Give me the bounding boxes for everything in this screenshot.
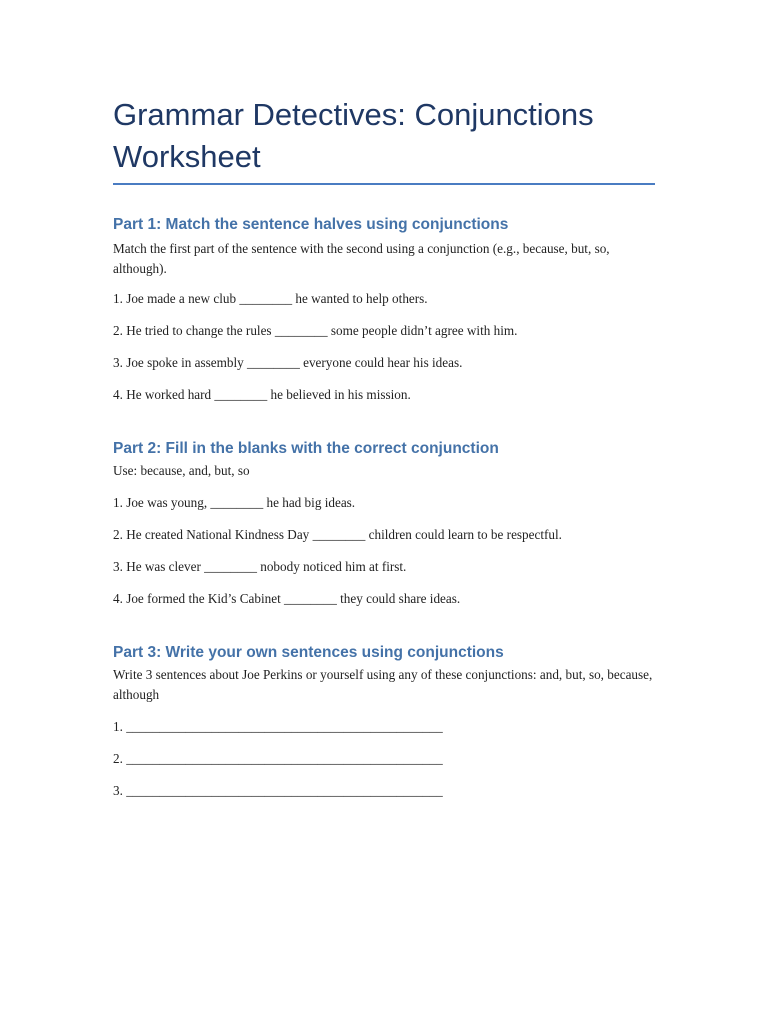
part1-item-4: 4. He worked hard ________ he believed in his mission. bbox=[113, 387, 411, 402]
part2-item-4: 4. Joe formed the Kid’s Cabinet ________ they could share ideas. bbox=[113, 591, 461, 606]
part1-item-3: 3. Joe spoke in assembly ________ everyone could hear his ideas. bbox=[113, 355, 463, 370]
part1-instructions: Match the first part of the sentence with the second using a conjunction (e.g., because, but, so, although). bbox=[113, 241, 610, 276]
part3-heading: Part 3: Write your own sentences using conjunctions bbox=[113, 644, 504, 661]
part2-item-3: 3. He was clever ________ nobody noticed him at first. bbox=[113, 559, 407, 574]
part2-item-2: 2. He created National Kindness Day ________ children could learn to be respectful. bbox=[113, 527, 562, 542]
part3-writing-line-2: 2. ________________________________________________ bbox=[113, 751, 443, 766]
part1-item-2: 2. He tried to change the rules ________ some people didn’t agree with him. bbox=[113, 323, 518, 338]
worksheet-page bbox=[113, 94, 655, 798]
part1-heading: Part 1: Match the sentence halves using conjunctions bbox=[113, 216, 509, 233]
title-underline-rule bbox=[113, 183, 655, 185]
part2-instructions: Use: because, and, but, so bbox=[113, 463, 250, 478]
part2-item-1: 1. Joe was young, ________ he had big ideas. bbox=[113, 495, 356, 510]
worksheet-title: Grammar Detectives: Conjunctions Worksheet bbox=[113, 97, 594, 174]
part1-item-1: 1. Joe made a new club ________ he wanted to help others. bbox=[113, 291, 428, 306]
part3-instructions: Write 3 sentences about Joe Perkins or yourself using any of these conjunctions: and, but, so, because, although bbox=[113, 667, 653, 702]
part2-heading: Part 2: Fill in the blanks with the correct conjunction bbox=[113, 440, 499, 457]
part3-writing-line-3: 3. ________________________________________________ bbox=[113, 783, 443, 798]
part3-writing-line-1: 1. ________________________________________________ bbox=[113, 719, 443, 734]
